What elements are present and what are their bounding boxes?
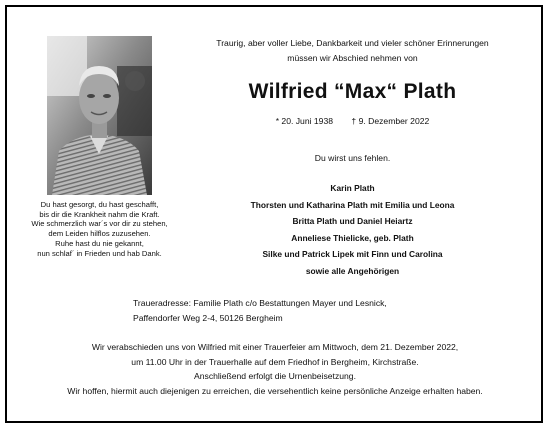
mourning-address <box>133 296 433 325</box>
mourner-line: Britta Plath und Daniel Heiartz <box>292 216 413 226</box>
life-dates <box>190 116 515 126</box>
verse-line: Du hast gesorgt, du hast geschafft, <box>40 200 159 209</box>
mourners-list <box>190 180 515 279</box>
mourner-line: Anneliese Thielicke, geb. Plath <box>291 232 414 243</box>
verse-line: bis dir die Krankheit nahm die Kraft. <box>39 209 160 219</box>
intro-line: müssen wir Abschied nehmen von <box>287 52 418 63</box>
funeral-info-line: Wir hoffen, hiermit auch diejenigen zu erreichen, die versehentlich keine persönliche Anzeige erhalten haben. <box>67 385 483 396</box>
address-line: Paffendorfer Weg 2-4, 50126 Bergheim <box>133 312 283 323</box>
intro-line: Traurig, aber voller Liebe, Dankbarkeit und vieler schöner Erinnerungen <box>216 38 489 48</box>
birth-date: * 20. Juni 1938 <box>275 116 334 126</box>
deceased-name: Wilfried “Max“ Plath <box>248 80 457 103</box>
mourner-line: Thorsten und Katharina Plath mit Emilia und Leona <box>250 199 455 210</box>
funeral-info-line: um 11.00 Uhr in der Trauerhalle auf dem Friedhof in Bergheim, Kirchstraße. <box>131 356 419 367</box>
verse-line: nun schlaf´ in Frieden und hab Dank. <box>37 248 162 258</box>
funeral-info-line: Wir verabschieden uns von Wilfried mit einer Trauerfeier am Mittwoch, dem 21. Dezember 2022, <box>91 342 459 352</box>
verse-line: dem Leiden hilflos zuzusehen. <box>48 229 151 239</box>
mourner-line: Silke und Patrick Lipek mit Finn und Carolina <box>262 249 443 259</box>
address-line: Traueradresse: Familie Plath c/o Bestattungen Mayer und Lesnick, <box>133 298 387 308</box>
mourner-line: sowie alle Angehörigen <box>305 265 400 276</box>
funeral-info-line: Anschließend erfolgt die Urnenbeisetzung. <box>194 371 356 382</box>
portrait-photo-icon <box>47 36 152 195</box>
death-date: † 9. Dezember 2022 <box>351 116 430 126</box>
funeral-info <box>12 340 538 398</box>
miss-text: Du wirst uns fehlen. <box>314 153 391 163</box>
memorial-verse <box>22 200 177 258</box>
verse-line: Wie schmerzlich war´s vor dir zu stehen, <box>31 219 168 229</box>
mourner-line: Karin Plath <box>330 183 375 193</box>
portrait-photo <box>47 36 152 195</box>
intro-text <box>190 36 515 65</box>
verse-line: Ruhe hast du nie gekannt, <box>55 238 144 248</box>
